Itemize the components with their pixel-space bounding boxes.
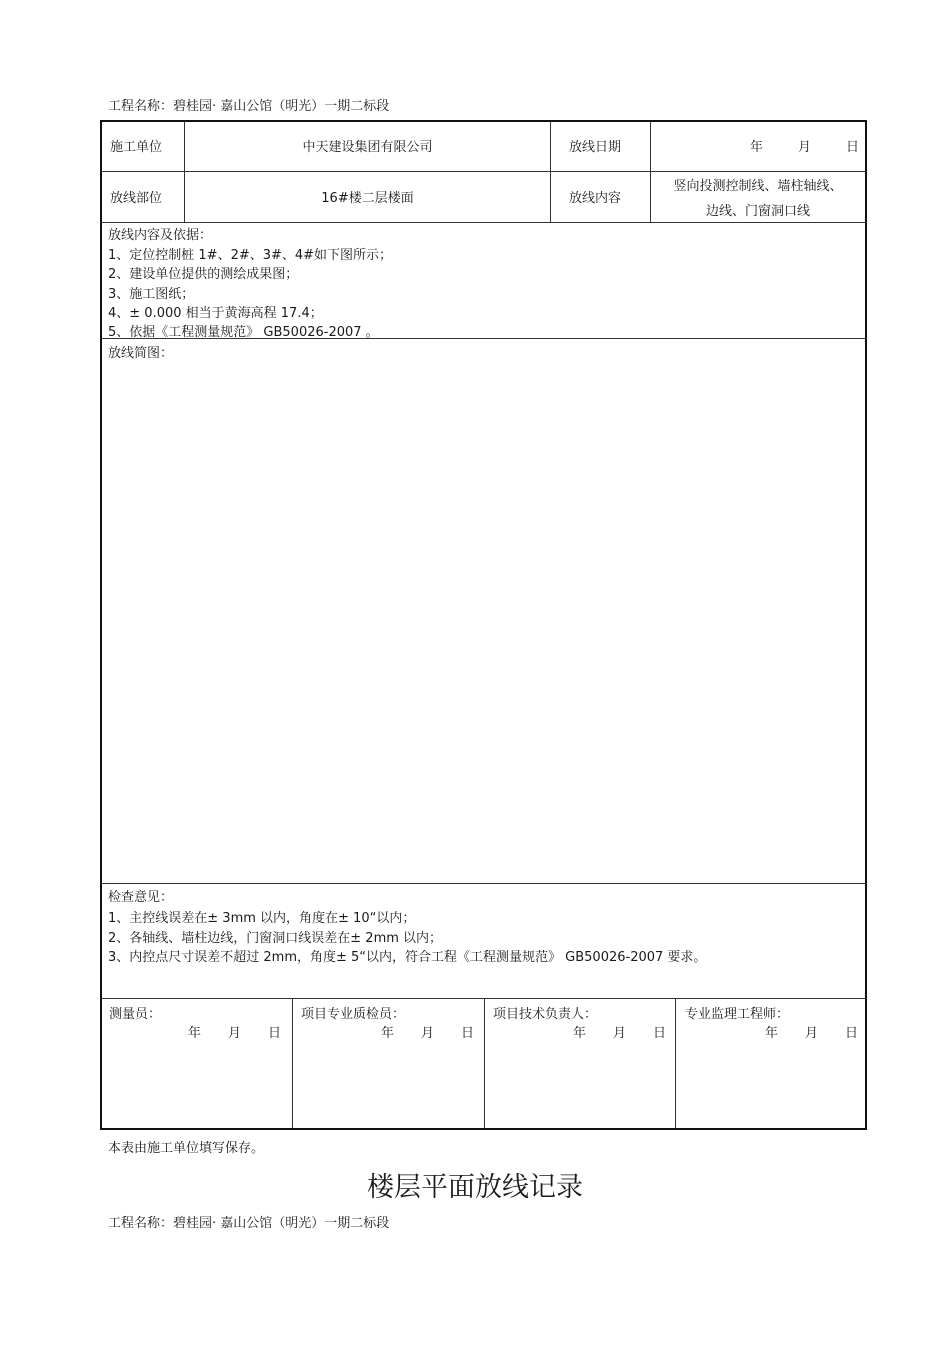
sig-divider-1: [292, 998, 293, 1128]
layout-date-label: 放线日期: [569, 140, 622, 155]
inspection-item: 3、内控点尺寸误差不超过 2mm，角度± 5“以内，符合工程《工程测量规范》 GB50026-2007 要求。: [108, 950, 707, 965]
footer-note: 本表由施工单位填写保存。: [108, 1141, 265, 1156]
row-divider-1: [101, 171, 866, 172]
construction-unit-value: 中天建设集团有限公司: [302, 140, 433, 155]
project-name: 工程名称：碧桂园· 嘉山公馆（明光）一期二标段: [108, 99, 390, 114]
basis-heading: 放线内容及依据：: [108, 228, 213, 243]
inspection-item: 2、各轴线、墙柱边线，门窗洞口线误差在± 2mm 以内；: [108, 931, 443, 946]
layout-content-label: 放线内容: [569, 191, 622, 206]
technical-lead-date-month: 月: [613, 1026, 627, 1041]
technical-lead-date-day: 日: [653, 1026, 667, 1041]
surveyor-date-year: 年: [188, 1026, 202, 1041]
row-divider-2: [101, 222, 866, 223]
layout-date-month: 月: [798, 140, 812, 155]
layout-date-year: 年: [750, 140, 764, 155]
basis-item: 1、定位控制桩 1#、2#、3#、4#如下图所示；: [108, 248, 393, 263]
sig-divider-3: [675, 998, 676, 1128]
technical-lead-date-year: 年: [573, 1026, 587, 1041]
layout-content-value-line2: 边线、门窗洞口线: [705, 204, 810, 219]
technical-lead-label: 项目技术负责人：: [493, 1007, 598, 1022]
supervisor-date-year: 年: [765, 1026, 779, 1041]
layout-part-value: 16#楼二层楼面: [321, 191, 414, 206]
surveyor-date-day: 日: [268, 1026, 282, 1041]
quality-inspector-label: 项目专业质检员：: [301, 1007, 406, 1022]
basis-item: 3、施工图纸；: [108, 287, 195, 302]
next-project-name: 工程名称：碧桂园· 嘉山公馆（明光）一期二标段: [108, 1216, 390, 1231]
col-divider-2: [550, 121, 551, 222]
sketch-heading: 放线简图：: [108, 346, 174, 361]
basis-item: 4、± 0.000 相当于黄海高程 17.4；: [108, 306, 323, 321]
supervisor-date-day: 日: [845, 1026, 859, 1041]
inspection-heading: 检查意见：: [108, 890, 174, 905]
basis-item: 2、建设单位提供的测绘成果图；: [108, 267, 299, 282]
sig-divider-2: [484, 998, 485, 1128]
row-divider-4: [101, 883, 866, 884]
inspection-item: 1、主控线误差在± 3mm 以内，角度在± 10“以内；: [108, 911, 416, 926]
surveyor-label: 测量员：: [109, 1007, 162, 1022]
layout-part-label: 放线部位: [110, 191, 163, 206]
basis-item: 5、依据《工程测量规范》 GB50026-2007 。: [108, 325, 379, 340]
sketch-area: [101, 362, 866, 881]
quality-inspector-date-year: 年: [381, 1026, 395, 1041]
layout-content-value-line1: 竖向投测控制线、墙柱轴线、: [673, 179, 843, 194]
quality-inspector-date-day: 日: [461, 1026, 475, 1041]
supervisor-label: 专业监理工程师：: [685, 1007, 790, 1022]
page-title: 楼层平面放线记录: [367, 1172, 583, 1203]
construction-unit-label: 施工单位: [110, 140, 163, 155]
layout-date-day: 日: [846, 140, 860, 155]
quality-inspector-date-month: 月: [421, 1026, 435, 1041]
surveyor-date-month: 月: [228, 1026, 242, 1041]
supervisor-date-month: 月: [805, 1026, 819, 1041]
